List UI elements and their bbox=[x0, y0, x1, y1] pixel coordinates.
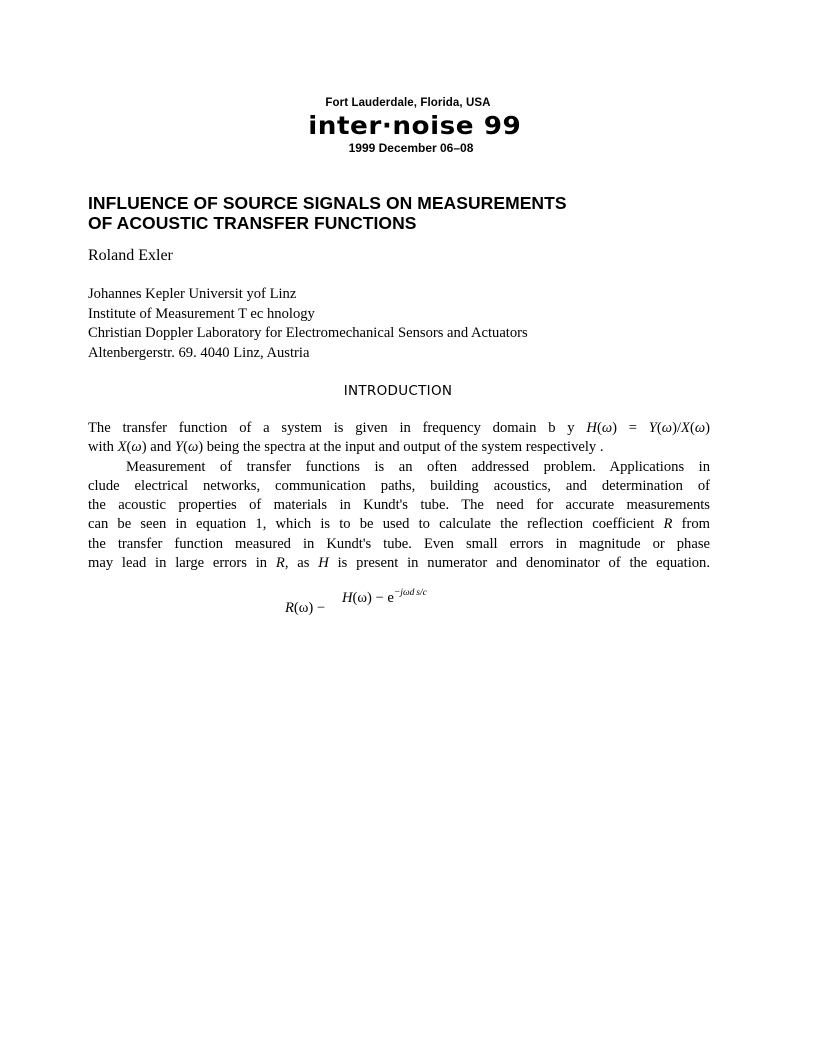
equation-exponent: −jωd s/c bbox=[393, 588, 427, 598]
paragraph-2-line-2: clude electrical networks, communication paths, building acoustics, and determination of bbox=[88, 477, 710, 494]
author-name: Roland Exler bbox=[88, 247, 173, 264]
title-line-1: INFLUENCE OF SOURCE SIGNALS ON MEASUREMENTS bbox=[88, 193, 567, 213]
paragraph-2-line-3: the acoustic properties of materials in Kundt's tube. The need for accurate measurements bbox=[88, 497, 710, 514]
paragraph-1-line-1: The transfer function of a system is given in frequency domain b y H(ω) = Y(ω)/X(ω) bbox=[88, 420, 710, 436]
paragraph-2-line-6: may lead in large errors in R, as H is present in numerator and denominator of the equation. bbox=[88, 555, 710, 572]
author-affiliation bbox=[88, 285, 528, 363]
affiliation-address: Altenbergerstr. 69. 4040 Linz, Austria bbox=[88, 344, 310, 361]
conference-header bbox=[0, 96, 816, 155]
affiliation-laboratory: Christian Doppler Laboratory for Electromechanical Sensors and Actuators bbox=[88, 325, 528, 341]
affiliation-university: Johannes Kepler Universit yof Linz bbox=[88, 286, 297, 302]
section-heading-introduction: INTRODUCTION bbox=[343, 383, 453, 399]
affiliation-institute: Institute of Measurement T ec hnology bbox=[88, 305, 315, 322]
equation-numerator: $H(\omega) - e^{-j\omega d s/c}$ bbox=[342, 588, 427, 606]
paragraph-2-line-1: Measurement of transfer functions is an often addressed problem. Applications in bbox=[126, 458, 710, 475]
paragraph-2-line-4: can be seen in equation 1, which is to be used to calculate the reflection coefficient R from bbox=[88, 516, 710, 533]
introduction-body bbox=[88, 419, 710, 573]
conference-logo: inter·noise 99 bbox=[307, 111, 521, 140]
conference-location: Fort Lauderdale, Florida, USA bbox=[325, 97, 491, 109]
equation-lhs: R(ω) − bbox=[285, 600, 326, 616]
paper-title bbox=[88, 193, 738, 233]
paragraph-2-line-5: the transfer function measured in Kundt's tube. Even small errors in magnitude or phase bbox=[88, 535, 710, 552]
title-line-2: OF ACOUSTIC TRANSFER FUNCTIONS bbox=[88, 213, 417, 233]
conference-date: 1999 December 06–08 bbox=[348, 141, 474, 155]
paragraph-1-line-2: with X(ω) and Y(ω) being the spectra at the input and output of the system respectively . bbox=[88, 439, 604, 456]
